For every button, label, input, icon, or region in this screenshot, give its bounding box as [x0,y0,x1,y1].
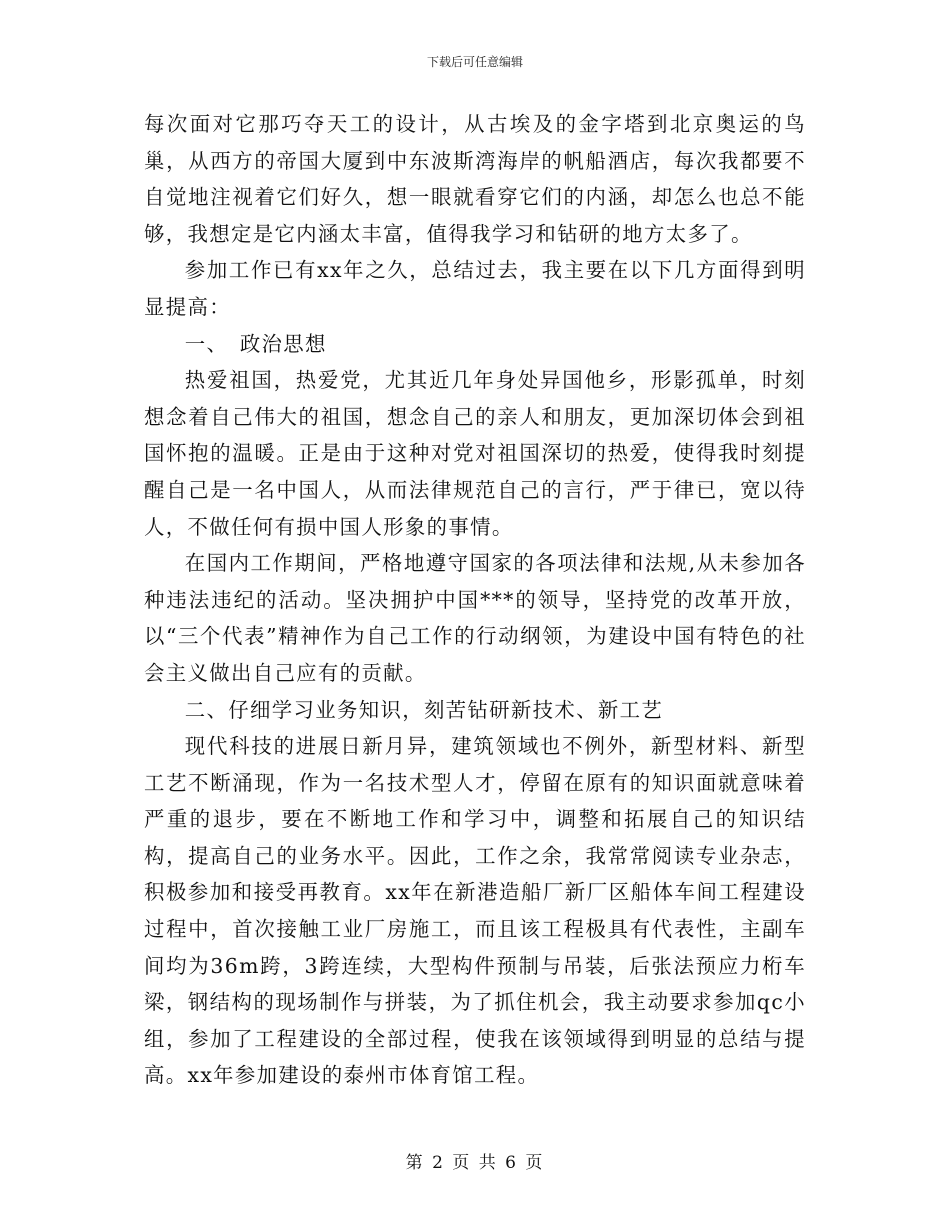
paragraph-summary: 参加工作已有xx年之久，总结过去，我主要在以下几方面得到明显提高： [144,258,806,319]
page-header: 下载后可任意编辑 [426,55,523,69]
paragraph-patriotism: 热爱祖国，热爱党，尤其近几年身处异国他乡，形影孤单，时刻想念着自己伟大的祖国，想念自己的亲人和朋友，更加深切体会到祖国怀抱的温暖。正是由于这种对党对祖国深切的热爱，使得我时刻提醒自己是一名中国人，从而法律规范自己的言行，严于律已，宽以待人，不做任何有损中国人形象的事情。 [144,368,806,539]
section-heading-study: 二、仔细学习业务知识，刻苦钻研新技术、新工艺 [184,697,664,722]
paragraph-law-abiding: 在国内工作期间，严格地遵守国家的各项法律和法规,从未参加各种违法违纪的活动。坚决拥护中国***的领导，坚持党的改革开放，以“三个代表”精神作为自己工作的行动纲领，为建设中国有特色的社会主义做出自己应有的贡献。 [144,551,806,685]
paragraph-technology: 现代科技的进展日新月异，建筑领域也不例外，新型材料、新型工艺不断涌现，作为一名技术型人才，停留在原有的知识面就意味着严重的退步，要在不断地工作和学习中，调整和拓展自己的知识结构，提高自己的业务水平。因此，工作之余，我常常阅读专业杂志，积极参加和接受再教育。xx年在新港造船厂新厂区船体车间工程建设过程中，首次接触工业厂房施工，而且该工程极具有代表性，主副车间均为36m跨，3跨连续，大型构件预制与吊装，后张法预应力桁车梁，钢结构的现场制作与拼装，为了抓住机会，我主动要求参加qc小组，参加了工程建设的全部过程，使我在该领域得到明显的总结与提高。xx年参加建设的泰州市体育馆工程。 [144,734,806,1088]
section-heading-political: 一、 政治思想 [184,331,327,356]
paragraph-intro: 每次面对它那巧夺天工的设计，从古埃及的金字塔到北京奥运的鸟巢，从西方的帝国大厦到中东波斯湾海岸的帆船酒店，每次我都要不自觉地注视着它们好久，想一眼就看穿它们的内涵，却怎么也总不能够，我想定是它内涵太丰富，值得我学习和钻研的地方太多了。 [144,112,806,246]
page-number: 第 2 页 共 6 页 [405,1153,545,1173]
document-body [144,106,806,1094]
